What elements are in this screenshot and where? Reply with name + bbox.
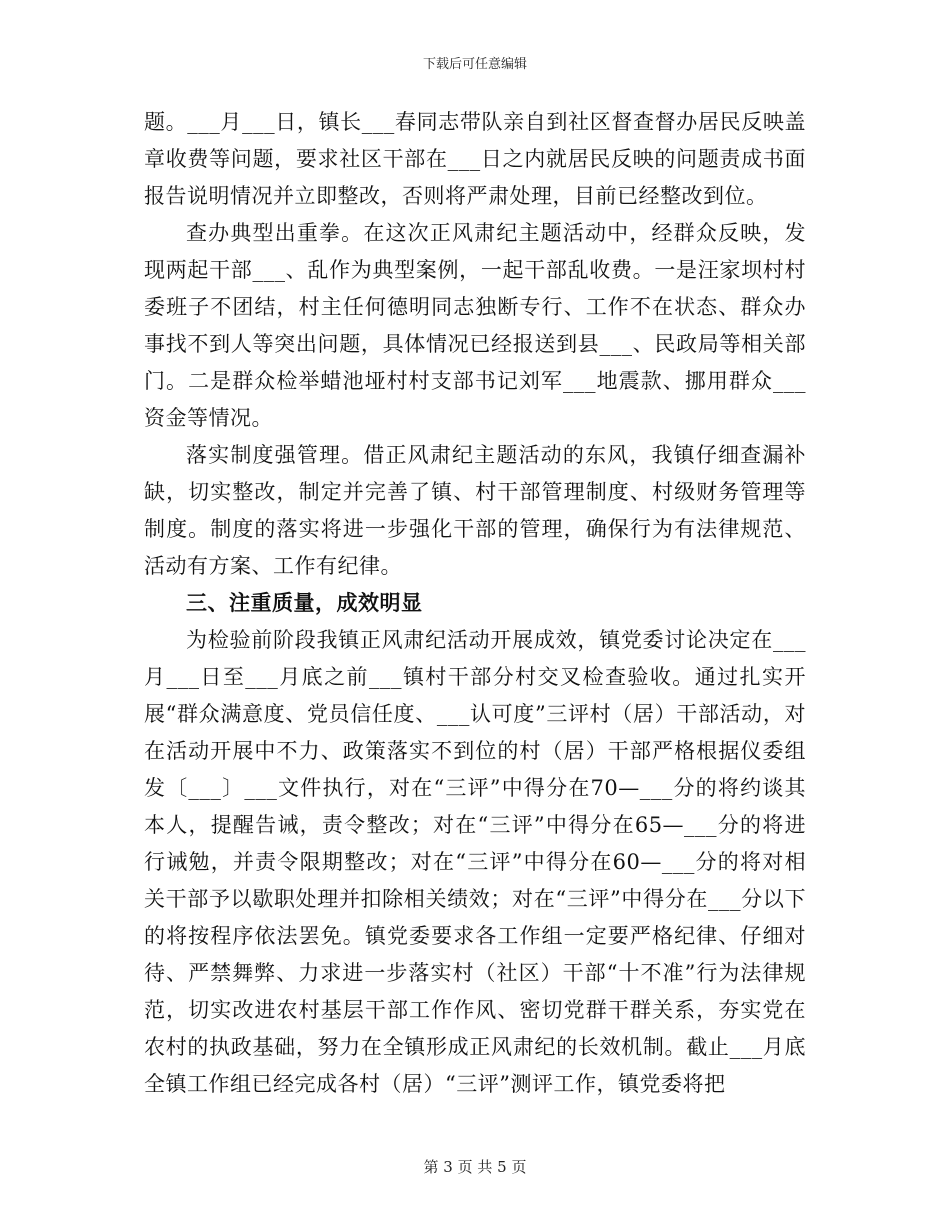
paragraph-4: 为检验前阶段我镇正风肃纪活动开展成效，镇党委讨论决定在___月___日至___月底之前___镇村干部分村交叉检查验收。通过扎实开展“群众满意度、党员信任度、___认可度”三评村（居）干部活动，对在活动开展中不力、政策落实不到位的村（居）干部严格根据仪委组发〔___〕___文件执行，对在“三评”中得分在70—___分的将约谈其本人，提醒告诫，责令整改；对在“三评”中得分在65—___分的将进行诫勉，并责令限期整改；对在“三评”中得分在60—___分的将对相关干部予以歇职处理并扣除相关绩效；对在“三评”中得分在___分以下的将按程序依法罢免。镇党委要求各工作组一定要严格纪律、仔细对待、严禁舞弊、力求进一步落实村（社区）干部“十不准”行为法律规范，切实改进农村基层干部工作作风、密切党群干群关系，夯实党在农村的执政基础，努力在全镇形成正风肃纪的长效机制。截止___月底全镇工作组已经完成各村（居）“三评”测评工作，镇党委将把 [144,628,806,1096]
page-footer: 第 3 页 共 5 页 [423,1158,527,1176]
paragraph-2: 查办典型出重拳。在这次正风肃纪主题活动中，经群众反映，发现两起干部___、乱作为典型案例，一起干部乱收费。一是汪家坝村村委班子不团结，村主任何德明同志独断专行、工作不在状态、群众办事找不到人等突出问题，具体情况已经报送到县___、民政局等相关部门。二是群众检举蜡池垭村村支部书记刘军___地震款、挪用群众___资金等情况。 [144,221,806,430]
document-body [144,104,806,1103]
paragraph-3: 落实制度强管理。借正风肃纪主题活动的东风，我镇仔细查漏补缺，切实整改，制定并完善了镇、村干部管理制度、村级财务管理等制度。制度的落实将进一步强化干部的管理，确保行为有法律规范、活动有方案、工作有纪律。 [144,443,806,578]
section-heading: 三、注重质量，成效明显 [186,591,423,615]
page-header: 下载后可任意编辑 [422,57,527,72]
paragraph-1: 题。___月___日，镇长___春同志带队亲自到社区督查督办居民反映盖章收费等问题，要求社区干部在___日之内就居民反映的问题责成书面报告说明情况并立即整改，否则将严肃处理，目前已经整改到位。 [144,110,806,208]
